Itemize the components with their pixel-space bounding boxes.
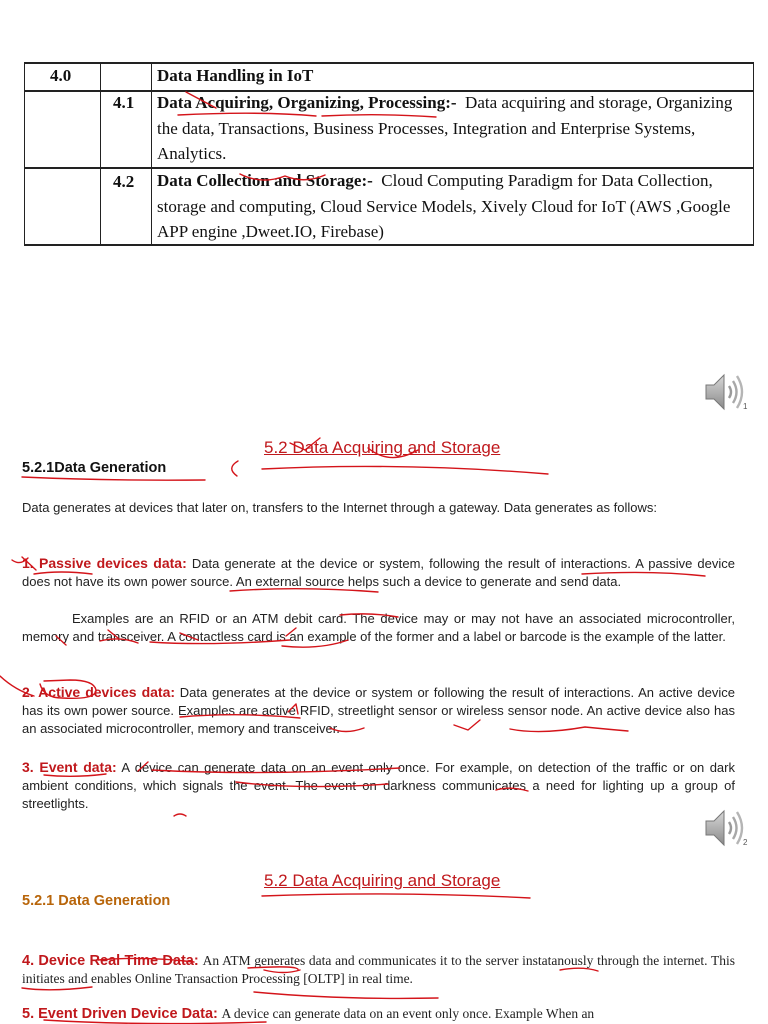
table-cell-title: Data Collection and Storage:- — [157, 171, 373, 190]
item-event-driven — [22, 1005, 735, 1023]
intro-paragraph: Data generates at devices that later on, transfers to the Internet through a gateway. Data generates as follows: — [22, 500, 657, 515]
sub-heading: 5.2.1Data Generation — [22, 460, 167, 476]
section-heading: 5.2 Data Acquiring and Storage — [264, 871, 501, 890]
table-rule — [151, 62, 152, 246]
table-rule — [753, 62, 754, 246]
item-label: 2. Active devices data: — [22, 684, 176, 700]
table-rule — [24, 62, 25, 246]
page-number: 2 — [743, 838, 748, 847]
table-cell-num: 4.0 — [50, 66, 72, 85]
item-text: An ATM generates data and communicates it to the server instatanously through the internet. This initiates and enables Online Transaction Processing [OLTP] in real time. — [22, 953, 735, 986]
table-rule — [100, 62, 101, 246]
table-cell-sub: 4.1 — [113, 93, 135, 112]
item-text: A device can generate data on an event only once. For example, on detection of the traffic or on dark ambient conditions, which signals the event. The event on darkness communicates a need for lighting up a group of streetlights. — [22, 760, 735, 811]
item-active — [22, 683, 735, 738]
page-number: 1 — [743, 402, 748, 411]
table-rule — [24, 62, 754, 64]
table-cell-title: Data Handling in IoT — [157, 66, 314, 85]
table-cell-sub: 4.2 — [113, 172, 135, 191]
item-passive-examples: Examples are an RFID or an ATM debit card. The device may or may not have an associated microcontroller, memory and transceiver. A contactless card is an example of the former and a label or barcode is the example of the latter. — [22, 611, 735, 644]
item-passive — [22, 554, 735, 591]
item-text: Data generates at the device or system or following the result of interactions. An active device has its own power source. Examples are active RFID, streetlight sensor or wireless sensor node. An active device also has an associated microcontroller, memory and transceiver. — [22, 685, 735, 736]
item-realtime — [22, 952, 735, 988]
speaker-icon[interactable] — [704, 806, 748, 850]
item-label: 3. Event data: — [22, 759, 117, 775]
sub-heading: 5.2.1 Data Generation — [22, 893, 171, 909]
section-heading: 5.2 Data Acquiring and Storage — [264, 438, 501, 457]
table-cell-body — [157, 168, 747, 245]
item-text: A device can generate data on an event only once. Example When an — [221, 1006, 595, 1021]
item-text: Data generate at the device or system, following the result of interactions. A passive device does not have its own power source. An external source helps such a device to generate and send data. — [22, 556, 735, 589]
item-label: 1. Passive devices data: — [22, 555, 187, 571]
table-cell-title: Data Acquiring, Organizing, Processing:- — [157, 93, 457, 112]
speaker-icon[interactable] — [704, 370, 748, 414]
table-cell-body — [157, 90, 747, 167]
item-label: 4. Device Real Time Data: — [22, 953, 199, 969]
table-cell-text: Cloud Computing Paradigm for Data Collection, storage and computing, Cloud Service Models, Xively Cloud for IoT (AWS ,Google APP engine ,Dweet.IO, Firebase) — [157, 171, 731, 241]
table-cell-text: Data acquiring and storage, Organizing the data, Transactions, Business Processes, Integration and Enterprise Systems, Analytics. — [157, 93, 733, 163]
syllabus-table — [24, 62, 754, 246]
item-label: 5. Event Driven Device Data: — [22, 1006, 218, 1022]
item-event — [22, 758, 735, 813]
